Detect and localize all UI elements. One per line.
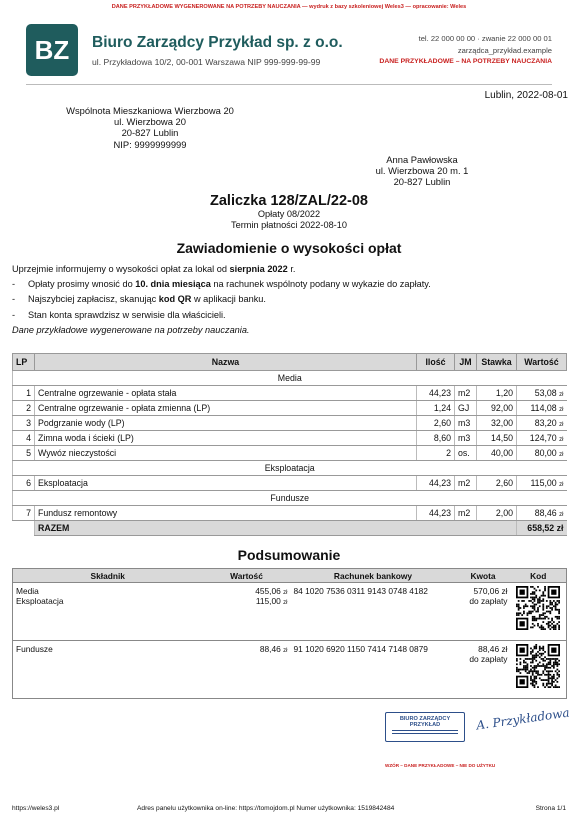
row-unit: GJ [455, 401, 477, 416]
row-lp: 2 [13, 401, 35, 416]
charges-table-header [13, 354, 567, 371]
currency: zł [559, 422, 564, 428]
table-row [13, 431, 567, 446]
charges-table [12, 353, 567, 536]
document-title: Zaliczka 128/ZAL/22-08 [210, 193, 368, 209]
intro-bullet-qr: - Najszybciej zapłacisz, skanując kod QR w aplikacji banku. [12, 292, 562, 307]
summary-amount: 88,46 zł do zapłaty [456, 641, 511, 699]
total-row [13, 521, 567, 536]
group-row [13, 371, 567, 386]
row-qty: 44,23 [417, 476, 455, 491]
row-lp: 1 [13, 386, 35, 401]
col-qty: Ilość [417, 354, 455, 371]
row-name: Eksploatacja [35, 476, 417, 491]
row-rate: 2,60 [477, 476, 517, 491]
row-qty: 2,60 [417, 416, 455, 431]
row-unit: os. [455, 446, 477, 461]
col-value: Wartość [517, 354, 567, 371]
company-sample-note: DANE PRZYKŁADOWE – NA POTRZEBY NAUCZANIA [379, 58, 552, 65]
row-value: 114,08 zł [517, 401, 567, 416]
intro-paragraph: Uprzejmie informujemy o wysokości opłat za lokal od sierpnia 2022 r. [12, 264, 296, 274]
sample-warning: WZÓR – DANE PRZYKŁADOWE – NIE DO UŻYTKU [385, 763, 496, 768]
qr-code-icon [516, 644, 560, 688]
row-qty: 1,24 [417, 401, 455, 416]
col-lp: LP [13, 354, 35, 371]
table-row [13, 386, 567, 401]
recipient-address [352, 154, 492, 188]
recipient-name: Anna Pawłowska [386, 154, 458, 165]
sample-data-banner: DANE PRZYKŁADOWE WYGENEROWANE NA POTRZEBY NAUCZANIA — wydruk z bazy szkoleniowej Weles3 — opracowanie: Weles [111, 4, 467, 10]
recipient-street: ul. Wierzbowa 20 m. 1 [375, 165, 469, 177]
row-lp: 5 [13, 446, 35, 461]
row-rate: 40,00 [477, 446, 517, 461]
stamp-title: BIURO ZARZĄDCY PRZYKŁAD [399, 716, 451, 728]
col-rate: Stawka [477, 354, 517, 371]
table-row [13, 446, 567, 461]
company-logo: BZ [26, 24, 78, 76]
summary-row [13, 583, 567, 641]
total-label: RAZEM [35, 521, 517, 536]
page-number: Strona 1/1 [535, 805, 566, 812]
group-row [13, 461, 567, 476]
row-name: Podgrzanie wody (LP) [35, 416, 417, 431]
summary-row [13, 641, 567, 699]
col-component: Składnik [13, 569, 203, 583]
col-code: Kod [511, 569, 567, 583]
row-unit: m3 [455, 416, 477, 431]
row-qty: 44,23 [417, 506, 455, 521]
row-name: Wywóz nieczystości [35, 446, 417, 461]
company-phone: tel. 22 000 00 00 · zwanie 22 000 00 01 [418, 34, 552, 43]
intro-bullet-account: - Stan konta sprawdzisz w serwisie dla właścicieli. [12, 308, 562, 323]
row-unit: m3 [455, 431, 477, 446]
company-stamp [385, 712, 465, 742]
notice-intro [12, 262, 562, 338]
row-qty: 2 [417, 446, 455, 461]
group-label: Fundusze [13, 491, 567, 506]
sender-street: ul. Wierzbowa 20 [114, 116, 186, 128]
table-row [13, 476, 567, 491]
row-value: 115,00 zł [517, 476, 567, 491]
summary-component: Fundusze [13, 641, 203, 699]
document-subtitle [0, 209, 578, 230]
row-value: 88,46 zł [517, 506, 567, 521]
row-name: Centralne ogrzewanie - opłata zmienna (LP) [35, 401, 417, 416]
company-website: zarządca_przykład.example [457, 45, 552, 55]
row-value: 124,70 zł [517, 431, 567, 446]
row-lp: 4 [13, 431, 35, 446]
sender-nip: NIP: 9999999999 [113, 138, 187, 150]
total-value: 658,52 zł [517, 521, 567, 536]
company-contact [379, 33, 552, 68]
row-lp: 6 [13, 476, 35, 491]
group-label: Media [13, 371, 567, 386]
summary-qr[interactable] [511, 583, 567, 641]
intro-bullet-deadline: - Opłaty prosimy wnosić do 10. dnia miesiąca na rachunek wspólnoty podany w wykazie do zapłaty. [12, 277, 562, 292]
billing-period: Opłaty 08/2022 [257, 209, 321, 219]
sender-name: Wspólnota Mieszkaniowa Wierzbowa 20 [66, 105, 234, 116]
notice-title: Zawiadomienie o wysokości opłat [176, 240, 402, 256]
sender-city: 20-827 Lublin [121, 127, 179, 139]
payment-deadline: Termin płatności 2022-08-10 [231, 219, 347, 230]
col-sum-value: Wartość [203, 569, 291, 583]
place-date: Lublin, 2022-08-01 [484, 90, 568, 101]
row-rate: 14,50 [477, 431, 517, 446]
intro-note: Dane przykładowe wygenerowane na potrzeby nauczania. [12, 324, 250, 335]
company-address: ul. Przykładowa 10/2, 00-001 Warszawa NIP 999-999-99-99 [92, 57, 321, 67]
row-value: 83,20 zł [517, 416, 567, 431]
company-name: Biuro Zarządcy Przykład sp. z o.o. [92, 34, 343, 51]
row-rate: 92,00 [477, 401, 517, 416]
row-qty: 8,60 [417, 431, 455, 446]
row-rate: 1,20 [477, 386, 517, 401]
summary-values: 88,46 zł [203, 641, 291, 699]
signature: A. Przykładowa [475, 705, 571, 733]
row-qty: 44,23 [417, 386, 455, 401]
row-name: Centralne ogrzewanie - opłata stała [35, 386, 417, 401]
summary-title: Podsumowanie [237, 547, 341, 563]
summary-amount: 570,06 zł do zapłaty [456, 583, 511, 641]
summary-values: 455,06 zł 115,00 zł [203, 583, 291, 641]
summary-component: Media Eksploatacja [13, 583, 203, 641]
row-unit: m2 [455, 506, 477, 521]
currency: zł [559, 482, 564, 488]
col-name: Nazwa [35, 354, 417, 371]
row-lp: 3 [13, 416, 35, 431]
summary-account[interactable]: 91 1020 6920 1150 7414 7148 0879 [291, 641, 456, 699]
col-unit: JM [455, 354, 477, 371]
table-row [13, 401, 567, 416]
currency: zł [559, 512, 564, 518]
footer-user-panel: Adres panelu użytkownika on-line: https://tomojdom.pl Numer użytkownika: 1519842484 [137, 805, 395, 812]
row-name: Fundusz remontowy [35, 506, 417, 521]
row-unit: m2 [455, 386, 477, 401]
group-row [13, 491, 567, 506]
currency: zł [559, 452, 564, 458]
row-rate: 2,00 [477, 506, 517, 521]
group-label: Eksploatacja [13, 461, 567, 476]
row-unit: m2 [455, 476, 477, 491]
summary-qr[interactable] [511, 641, 567, 699]
col-amount: Kwota [456, 569, 511, 583]
summary-account[interactable]: 84 1020 7536 0311 9143 0748 4182 [291, 583, 456, 641]
row-value: 53,08 zł [517, 386, 567, 401]
recipient-city: 20-827 Lublin [393, 176, 451, 188]
table-row [13, 416, 567, 431]
currency: zł [559, 437, 564, 443]
row-lp: 7 [13, 506, 35, 521]
currency: zł [559, 392, 564, 398]
table-row [13, 506, 567, 521]
row-name: Zimna woda i ścieki (LP) [35, 431, 417, 446]
sender-address [55, 105, 245, 150]
col-account: Rachunek bankowy [291, 569, 456, 583]
currency: zł [559, 407, 564, 413]
header-divider [26, 84, 552, 85]
row-rate: 32,00 [477, 416, 517, 431]
qr-code-icon [516, 586, 560, 630]
summary-table [12, 568, 567, 699]
summary-table-header [13, 569, 567, 583]
row-value: 80,00 zł [517, 446, 567, 461]
footer-website[interactable]: https://weles3.pl [12, 805, 60, 812]
